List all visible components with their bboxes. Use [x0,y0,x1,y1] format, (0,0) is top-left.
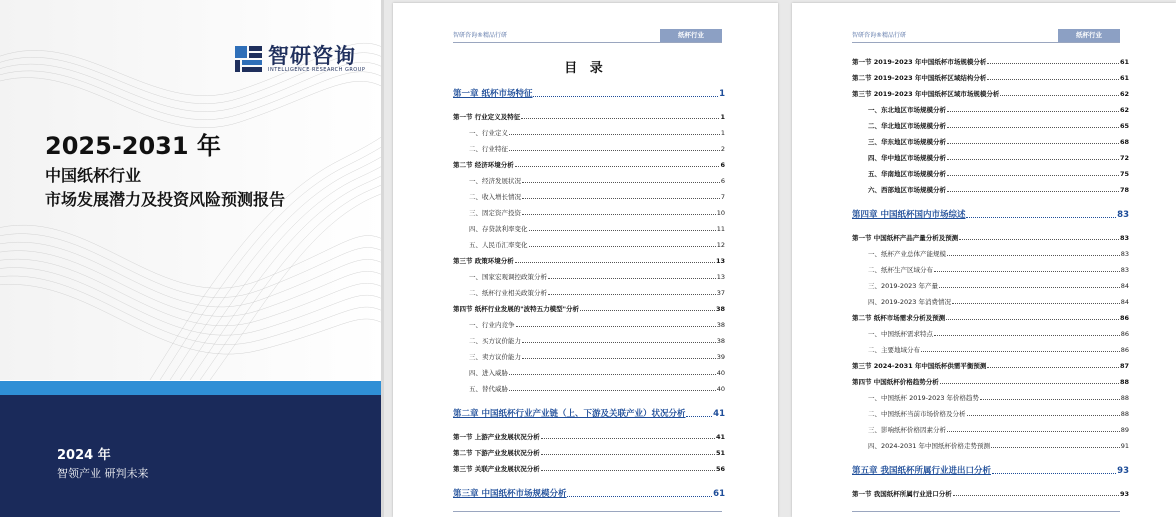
toc-entry-sec[interactable] [453,157,725,169]
toc-page-number: 93 [1117,466,1129,476]
toc-dot-leader [1000,95,1119,96]
toc-entry-sec[interactable] [852,374,1129,386]
toc-dot-leader [522,214,716,215]
page-footer [453,511,722,517]
toc-page-number: 62 [1119,90,1129,98]
toc-dot-leader [980,399,1120,400]
toc-dot-leader [529,246,716,247]
toc-entry-title: 三、影响纸杯价格因素分析 [868,426,946,434]
toc-entry-title: 五、人民币汇率变化 [469,241,528,249]
toc-dot-leader [580,310,715,311]
toc-entry-title: 一、国家宏观调控政策分析 [469,273,547,281]
toc-entry-item[interactable] [469,317,725,329]
toc-entry-item[interactable] [469,333,725,345]
toc-page-number: 41 [713,409,725,419]
toc-entry-title: 一、纸杯产业总体产能规模 [868,250,946,258]
toc-dot-leader [947,175,1119,176]
toc-entry-title: 第二节 下游产业发展状况分析 [453,449,540,457]
toc-dot-leader [947,111,1119,112]
toc-entry-sec[interactable] [852,54,1129,66]
toc-entry-item[interactable] [469,269,725,281]
toc-page-number: 56 [715,465,725,473]
toc-page-number: 89 [1120,426,1129,434]
toc-entry-sec[interactable] [852,310,1129,322]
page-footer [852,511,1120,517]
toc-dot-leader [515,262,715,263]
toc-page-number: 61 [713,489,725,499]
toc-dot-leader [947,431,1120,432]
toc-entry-title: 一、经济发展状况 [469,177,521,185]
toc-page-number: 83 [1120,266,1129,274]
toc-entry-title: 第二节 2019-2023 年中国纸杯区域结构分析 [852,74,987,82]
toc-entry-title: 六、西部地区市场规模分析 [868,186,946,194]
toc-page-number: 1 [720,113,725,121]
brand-logo [234,44,365,74]
toc-page-number: 65 [1119,122,1129,130]
toc-entry-sec[interactable] [852,358,1129,370]
toc-dot-leader [987,63,1119,64]
toc-page-number: 38 [715,305,725,313]
toc-entry-item[interactable] [868,326,1129,338]
header-industry-tab: 纸杯行业 [1058,29,1120,42]
toc-entry-title: 第四章 中国纸杯国内市场综述 [852,210,966,220]
cover-slogan: 智领产业 研判未来 [57,467,149,480]
toc-entry-title: 二、行业特征 [469,145,508,153]
toc-entry-title: 第三节 关联产业发展状况分析 [453,465,540,473]
toc-page-2 [792,3,1176,517]
toc-entry-title: 一、中国纸杯需求特点 [868,330,933,338]
toc-page-number: 84 [1120,298,1129,306]
toc-entry-title: 四、进入威胁 [469,369,508,377]
toc-entry-title: 四、存贷款利率变化 [469,225,528,233]
toc-entry-item2[interactable] [868,182,1129,194]
page-edge [381,0,384,517]
toc-entry-title: 四、2019-2023 年消费情况 [868,298,951,306]
toc-dot-leader [541,454,715,455]
toc-page-number: 84 [1120,282,1129,290]
toc-page-number: 40 [716,369,725,377]
toc-entry-title: 二、中国纸杯当前市场价格及分析 [868,410,966,418]
toc-entry-ch[interactable] [453,87,725,99]
toc-entry-item[interactable] [469,173,725,185]
toc-dot-leader [947,191,1119,192]
toc-entry-sec[interactable] [453,445,725,457]
toc-entry-title: 第四节 中国纸杯价格趋势分析 [852,378,939,386]
toc-dot-leader [548,278,716,279]
toc-page-number: 86 [1120,330,1129,338]
toc-dot-leader [940,383,1119,384]
toc-dot-leader [541,438,715,439]
toc-entry-item2[interactable] [868,166,1129,178]
toc-entry-sec[interactable] [453,429,725,441]
toc-entry-title: 第一章 纸杯市场特征 [453,89,533,99]
toc-entry-item[interactable] [469,237,725,249]
toc-entry-title: 二、主要地域分布 [868,346,920,354]
toc-entry-item2[interactable] [868,102,1129,114]
report-years: 2025-2031 年 [45,132,221,160]
publish-year: 2024 年 [57,448,111,463]
toc-page-number: 13 [716,273,725,281]
toc-page-number: 86 [1119,314,1129,322]
toc-entry-title: 第二章 中国纸杯行业产业链（上、下游及关联产业）状况分析 [453,409,686,419]
toc-entry-sec[interactable] [852,486,1129,498]
toc-page-number: 37 [716,289,725,297]
brand-name: 智研咨询 [268,44,356,68]
toc-page-1 [393,3,778,517]
toc-entry-sec[interactable] [852,86,1129,98]
toc-entry-sec[interactable] [453,461,725,473]
toc-dot-leader [947,159,1119,160]
toc-page-number: 62 [1119,106,1129,114]
toc-entry-title: 第四节 纸杯行业发展的"波特五力模型"分析 [453,305,580,313]
toc-entry-title: 第三节 政策环境分析 [453,257,514,265]
toc-page-number: 72 [1119,154,1129,162]
toc-entry-title: 第三节 2019-2023 年中国纸杯区域市场规模分析 [852,90,1000,98]
toc-entry-title: 第一节 我国纸杯所属行业进口分析 [852,490,952,498]
toc-page-number: 83 [1120,250,1129,258]
toc-entry-item2[interactable] [868,118,1129,130]
toc-dot-leader [952,303,1120,304]
page-header [852,29,1120,43]
toc-dot-leader [967,415,1120,416]
toc-entry-sec[interactable] [852,230,1129,242]
toc-page-number: 51 [715,449,725,457]
toc-dot-leader [533,96,718,97]
toc-entry-title: 二、纸杯生产区域分布 [868,266,933,274]
toc-page-number: 1 [719,89,725,99]
toc-dot-leader [966,217,1116,218]
toc-entry-title: 二、纸杯行业相关政策分析 [469,289,547,297]
header-industry-tab: 纸杯行业 [660,29,722,42]
toc-title: 目 录 [564,61,607,76]
toc-page-number: 7 [720,193,725,201]
toc-dot-leader [516,326,716,327]
toc-entry-item[interactable] [469,205,725,217]
header-brand-text: 智研咨询®精品行研 [453,32,508,39]
toc-entry-item[interactable] [469,189,725,201]
toc-entry-title: 一、行业定义 [469,129,508,137]
toc-entry-item[interactable] [469,365,725,377]
toc-entry-item[interactable] [469,381,725,393]
toc-page-number: 11 [716,225,725,233]
toc-page-number: 41 [715,433,725,441]
toc-entry-item[interactable] [868,262,1129,274]
toc-dot-leader [521,118,719,119]
toc-page-number: 88 [1120,394,1129,402]
report-subtitle-line1: 中国纸杯行业 [45,166,142,185]
toc-page-number: 39 [716,353,725,361]
logo-mark-icon [234,44,264,74]
toc-entry-ch[interactable] [852,464,1129,476]
toc-dot-leader [515,166,720,167]
toc-entry-item[interactable] [868,342,1129,354]
toc-dot-leader [509,374,716,375]
toc-page-number: 10 [716,209,725,217]
toc-page-number: 61 [1119,58,1129,66]
toc-dot-leader [522,198,720,199]
toc-dot-leader [947,127,1119,128]
toc-entry-item[interactable] [868,390,1129,402]
toc-entry-title: 二、买方议价能力 [469,337,521,345]
toc-dot-leader [509,150,720,151]
toc-dot-leader [529,230,716,231]
toc-page-number: 38 [716,321,725,329]
toc-dot-leader [959,239,1119,240]
toc-dot-leader [987,367,1119,368]
toc-entry-item[interactable] [469,285,725,297]
toc-entry-sec[interactable] [453,301,725,313]
toc-entry-title: 三、卖方议价能力 [469,353,521,361]
toc-page-number: 75 [1119,170,1129,178]
toc-page-number: 68 [1119,138,1129,146]
toc-dot-leader [548,294,716,295]
toc-entry-title: 五、华南地区市场规模分析 [868,170,946,178]
toc-dot-leader [934,335,1120,336]
toc-entry-item[interactable] [868,438,1129,450]
toc-dot-leader [992,473,1116,474]
toc-dot-leader [509,390,716,391]
toc-entry-title: 第一节 中国纸杯产品产量分析及预测 [852,234,959,242]
toc-entry-title: 四、2024-2031 年中国纸杯价格走势预测 [868,442,990,450]
toc-page-number: 86 [1120,346,1129,354]
toc-dot-leader [947,255,1120,256]
toc-entry-item[interactable] [868,278,1129,290]
toc-entry-title: 三、2019-2023 年产量 [868,282,938,290]
page-header [453,29,722,43]
toc-entry-sec[interactable] [453,109,725,121]
toc-entry-item[interactable] [469,221,725,233]
toc-dot-leader [567,496,712,497]
toc-page-number: 88 [1119,378,1129,386]
toc-entry-ch[interactable] [453,407,725,419]
toc-page-number: 83 [1117,210,1129,220]
report-subtitle-line2: 市场发展潜力及投资风险预测报告 [45,190,286,209]
toc-entry-title: 第三章 中国纸杯市场规模分析 [453,489,567,499]
toc-page-number: 78 [1119,186,1129,194]
toc-entry-title: 第一节 2019-2023 年中国纸杯市场规模分析 [852,58,987,66]
toc-entry-item[interactable] [469,125,725,137]
toc-entry-title: 第五章 我国纸杯所属行业进出口分析 [852,466,991,476]
cover-accent-stripe [0,381,384,395]
toc-page-number: 1 [720,129,725,137]
toc-dot-leader [522,358,716,359]
toc-entry-sec[interactable] [453,253,725,265]
toc-dot-leader [522,342,716,343]
toc-entry-title: 二、收入增长情况 [469,193,521,201]
toc-entry-title: 第一节 行业定义及特征 [453,113,521,121]
toc-entry-item2[interactable] [868,134,1129,146]
toc-entry-ch[interactable] [453,487,725,499]
toc-entry-item[interactable] [469,349,725,361]
toc-page-number: 93 [1119,490,1129,498]
toc-page-number: 83 [1119,234,1129,242]
toc-entry-title: 三、固定资产投资 [469,209,521,217]
toc-entry-title: 一、中国纸杯 2019-2023 年价格趋势 [868,394,980,402]
toc-page-number: 40 [716,385,725,393]
toc-entry-item2[interactable] [868,150,1129,162]
toc-entry-item[interactable] [469,141,725,153]
toc-entry-item[interactable] [868,294,1129,306]
toc-page-number: 6 [720,177,725,185]
report-cover-page [0,0,384,517]
toc-entry-title: 二、华北地区市场规模分析 [868,122,946,130]
toc-dot-leader [921,351,1120,352]
toc-page-number: 87 [1119,362,1129,370]
toc-entry-title: 第三节 2024-2031 年中国纸杯供需平衡预测 [852,362,987,370]
toc-dot-leader [541,470,715,471]
toc-dot-leader [939,287,1120,288]
toc-dot-leader [953,495,1119,496]
toc-page-number: 6 [720,161,725,169]
toc-entry-title: 第一节 上游产业发展状况分析 [453,433,540,441]
toc-entry-title: 四、华中地区市场规模分析 [868,154,946,162]
toc-page-number: 88 [1120,410,1129,418]
toc-page-number: 2 [720,145,725,153]
toc-dot-leader [947,143,1119,144]
toc-dot-leader [934,271,1120,272]
toc-entry-sec[interactable] [852,70,1129,82]
toc-dot-leader [522,182,720,183]
toc-entry-title: 一、东北地区市场规模分析 [868,106,946,114]
toc-entry-title: 第二节 经济环境分析 [453,161,514,169]
toc-page-number: 38 [716,337,725,345]
toc-entry-item[interactable] [868,422,1129,434]
toc-dot-leader [987,79,1119,80]
toc-entry-ch[interactable] [852,208,1129,220]
header-brand-text: 智研咨询®精品行研 [852,32,907,39]
toc-entry-item[interactable] [868,246,1129,258]
toc-entry-title: 五、替代威胁 [469,385,508,393]
toc-page-number: 91 [1120,442,1129,450]
toc-dot-leader [509,134,720,135]
toc-page-number: 61 [1119,74,1129,82]
toc-entry-title: 第二节 纸杯市场需求分析及预测 [852,314,946,322]
toc-entry-item[interactable] [868,406,1129,418]
toc-entry-title: 三、华东地区市场规模分析 [868,138,946,146]
brand-tagline: INTELLIGENCE RESEARCH GROUP [268,67,366,73]
toc-page-number: 12 [716,241,725,249]
toc-entry-title: 一、行业内竞争 [469,321,515,329]
toc-dot-leader [946,319,1119,320]
toc-page-number: 13 [715,257,725,265]
toc-dot-leader [686,416,712,417]
toc-dot-leader [991,447,1120,448]
